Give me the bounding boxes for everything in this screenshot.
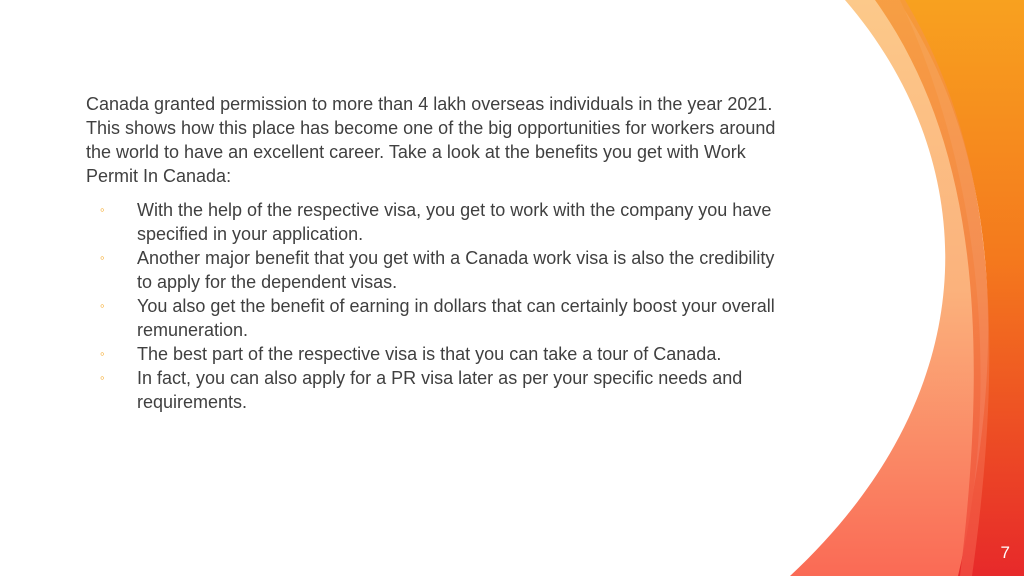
list-item-text: The best part of the respective visa is that you can take a tour of Canada. [137, 344, 722, 364]
intro-paragraph: Canada granted permission to more than 4 lakh overseas individuals in the year 2021. This shows how this place has become one of the big opportunities for workers around the world to have an excellent career. Take a look at the benefits you get with Work Permit In Canada: [86, 94, 776, 186]
bullet-circle-icon: ◦ [100, 202, 105, 217]
list-item [86, 198, 776, 246]
list-item-text: Another major benefit that you get with a Canada work visa is also the credibility to apply for the dependent visas. [137, 248, 775, 292]
bullet-circle-icon: ◦ [100, 346, 105, 361]
benefits-list [86, 198, 776, 414]
bullet-circle-icon: ◦ [100, 370, 105, 385]
slide-body [86, 92, 776, 414]
list-item-text: In fact, you can also apply for a PR visa later as per your specific needs and requirements. [137, 368, 743, 412]
page-number: 7 [1000, 543, 1010, 562]
bullet-circle-icon: ◦ [100, 298, 105, 313]
list-item [86, 246, 776, 294]
list-item [86, 342, 776, 366]
bullet-circle-icon: ◦ [100, 250, 105, 265]
list-item-text: With the help of the respective visa, you get to work with the company you have specified in your application. [137, 200, 772, 244]
list-item [86, 294, 776, 342]
list-item-text: You also get the benefit of earning in dollars that can certainly boost your overall remuneration. [137, 296, 775, 340]
list-item [86, 366, 776, 414]
